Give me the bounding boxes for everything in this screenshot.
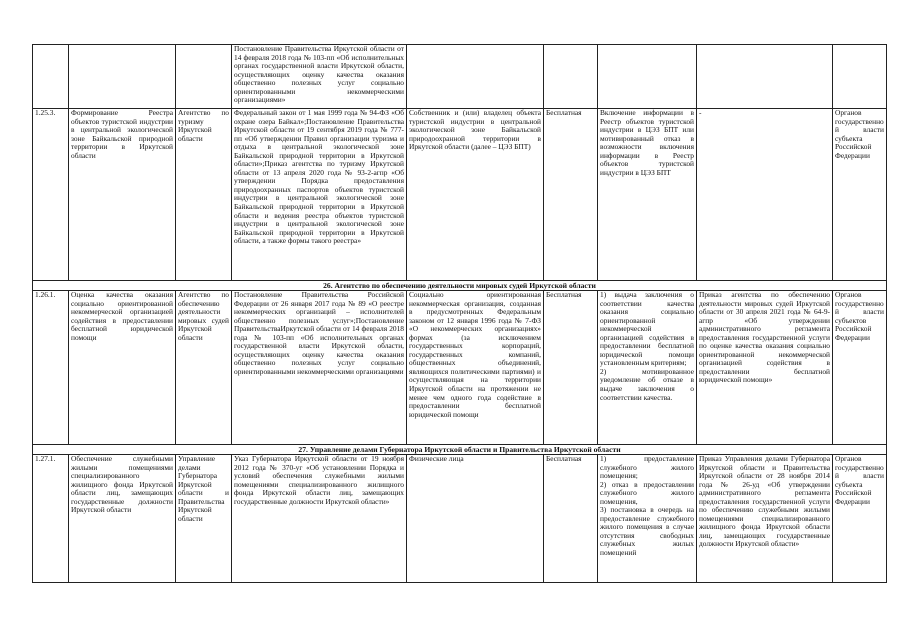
cell-evaluation-basis: - [697, 109, 833, 281]
document-page [32, 44, 886, 583]
section-header-26 [33, 281, 887, 291]
cell-recipients: Физические лица [407, 455, 544, 583]
section-title: 27. Управление делами Губернатора Иркутской области и Правительства Иркутской области [33, 445, 887, 455]
cell-result: Включение информации в Реестр объектов туристской индустрии в ЦЭЗ БПТ или мотивированный отказ в возможности включения информации в Реестр объектов туристской индустрии в ЦЭЗ БПТ [598, 109, 697, 281]
table-row-1-25-3 [33, 109, 887, 281]
cell-recipients: Социально ориентированная некоммерческая организация, созданная в предусмотренных Федеральным законом от 12 января 1996 года № 7-ФЗ «О некоммерческих организациях» формах (за исключением государственных корпораций, государственных компаний, общественных объединений, являющихся политическими партиями) и осуществляющая на территории Иркутской области на протяжении не менее чем одного года содействие в предоставлении бесплатной юридической помощи [407, 291, 544, 445]
cell-service: Оценка качества оказания социально ориентированной некоммерческой организацией содействия в предоставлении бесплатной юридической помощи [69, 291, 176, 445]
cell-legal-basis: Постановление Правительства Российской Федерации от 26 января 2017 года № 89 «О реестре некоммерческих организаций – исполнителей общественно полезных услуг»;Постановление ПравительстваИркутской области от 14 февраля 2018 года № 103-пп «Об исполнительных органах государственной власти Иркутской области, осуществляющих оценку качества оказания общественно полезных услуг социально ориентированными некоммерческими организациями [232, 291, 407, 445]
section-header-27 [33, 445, 887, 455]
cell-provider: Агентство по обеспечению деятельности мировых судей Иркутской области [176, 291, 232, 445]
cell-recipients [407, 45, 544, 109]
cell-fee: Бесплатная [544, 291, 598, 445]
table-row-1-26-1 [33, 291, 887, 445]
cell-authority-level: Органов государственной власти субъекта Российской Федерации [833, 109, 887, 281]
cell-provider: Агентство по туризму Иркутской области [176, 109, 232, 281]
table-row-continuation [33, 45, 887, 109]
cell-provider: Управление делами Губернатора Иркутской области и Правительства Иркутской области [176, 455, 232, 583]
cell-fee: Бесплатная [544, 109, 598, 281]
cell-authority-level [833, 45, 887, 109]
services-register-table [32, 44, 887, 583]
section-title: 26. Агентство по обеспечению деятельности мировых судей Иркутской области [33, 281, 887, 291]
cell-legal-basis: Указ Губернатора Иркутской области от 19 ноября 2012 года № 370-уг «Об установлении Порядка и условий обеспечения служебными жилыми помещениями специализированного жилищного фонда Иркутской области лиц, замещающих государственные должности Иркутской области» [232, 455, 407, 583]
cell-result: 1) предоставление служебного жилого помещения; 2) отказ в предоставлении служебного жилого помещения, 3) постановка в очередь на предоставление служебного жилого помещения в случае отсутствия свободных служебных жилых помещений [598, 455, 697, 583]
cell-evaluation-basis [697, 45, 833, 109]
cell-recipients: Собственник и (или) владелец объекта туристской индустрии в центральной экологической зоне Байкальской природоохранной территории в Иркутской области (далее – ЦЭЗ БПТ) [407, 109, 544, 281]
cell-num: 1.27.1. [33, 455, 69, 583]
cell-service [69, 45, 176, 109]
cell-legal-basis: Федеральный закон от 1 мая 1999 года № 94-ФЗ «Об охране озера Байкал»;Постановление Правительства Иркутской области от 19 сентября 2019 года № 777-пп «Об утверждении Правил организации туризма и отдыха в центральной экологической зоне Байкальской природной территории в Иркутской области»;Приказ агентства по туризму Иркутской области от 13 апреля 2020 года № 93-2-агпр «Об утверждении Порядка предоставления природоохранных паспортов объектов туристской индустрии в центральной экологической зоне Байкальской природной территории в Иркутской области и ведения реестра объектов туристской индустрии в центральной экологической зоне Байкальской природной территории в Иркутской области, а также формы такого реестра» [232, 109, 407, 281]
cell-provider [176, 45, 232, 109]
cell-authority-level: Органов государственной власти субъектов Российской Федерации [833, 291, 887, 445]
cell-num: 1.26.1. [33, 291, 69, 445]
cell-evaluation-basis: Приказ Управления делами Губернатора Иркутской области и Правительства Иркутской области от 28 ноября 2014 года № 26-уд «Об утверждении административного регламента предоставления государственной услуги по обеспечению служебными жилыми помещениями специализированного жилищного фонда Иркутской области лиц, замещающих государственные должности Иркутской области» [697, 455, 833, 583]
cell-result: 1) выдача заключения о соответствии качества оказания социально ориентированной некоммерческой организацией содействия в предоставлении бесплатной юридической помощи установленным критериям; 2) мотивированное уведомление об отказе в выдаче заключения о соответствии качества. [598, 291, 697, 445]
cell-service: Обеспечение служебными жилыми помещениями специализированного жилищного фонда Иркутской области лиц, замещающих государственные должности Иркутской области [69, 455, 176, 583]
cell-legal-basis: Постановление Правительства Иркутской области от 14 февраля 2018 года № 103-пп «Об исполнительных органах государственной власти Иркутской области, осуществляющих оценку качества оказания общественно полезных услуг социально ориентированными некоммерческими организациями» [232, 45, 407, 109]
cell-authority-level: Органов государственной власти субъекта Российской Федерации [833, 455, 887, 583]
table-row-1-27-1 [33, 455, 887, 583]
cell-num [33, 45, 69, 109]
cell-service: Формирование Реестра объектов туристской индустрии в центральной экологической зоне Байкальской природной территории в Иркутской области [69, 109, 176, 281]
cell-fee: Бесплатная [544, 455, 598, 583]
cell-fee [544, 45, 598, 109]
cell-num: 1.25.3. [33, 109, 69, 281]
cell-result [598, 45, 697, 109]
cell-evaluation-basis: Приказ агентства по обеспечению деятельности мировых судей Иркутской области от 30 апреля 2021 года № 64-9-агпр «Об утверждении административного регламента предоставления государственной услуги по оценке качества оказания социально ориентированной некоммерческой организацией содействия в предоставлении бесплатной юридической помощи» [697, 291, 833, 445]
